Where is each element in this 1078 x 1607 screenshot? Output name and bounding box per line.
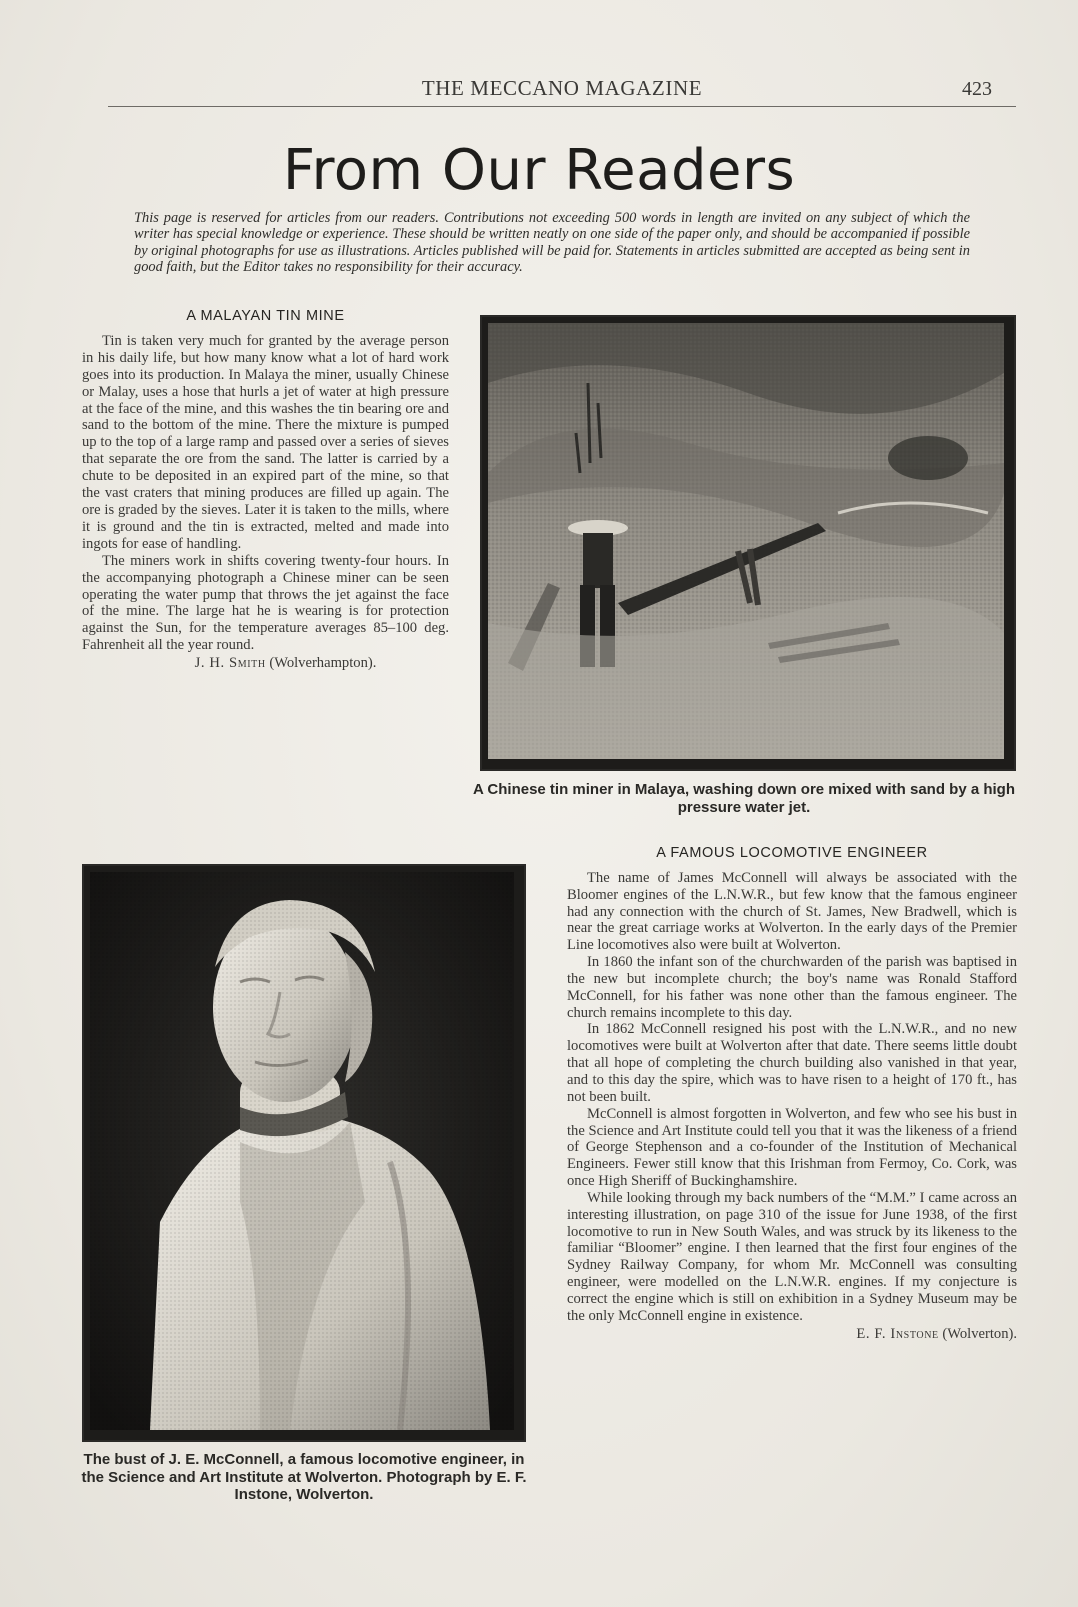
- author-name: E. F. Instone: [856, 1325, 939, 1342]
- article-byline: [567, 1326, 1017, 1343]
- article-heading: A MALAYAN TIN MINE: [186, 308, 345, 324]
- tin-miner-photo: [480, 315, 1016, 771]
- article-paragraph: Tin is taken very much for granted by the average person in his daily life, but how many know what a lot of hard work goes into its production. In Malaya the miner, usually Chinese or Malay, uses a hose that hurls a jet of water at high pressure at the face of the mine, and this washes the tin bearing ore and sand to the bottom of the mine. There the mixture is pumped up to the top of a large ramp and passed over a series of sieves that separate the ore from the sand. The latter is carried by a chute to be deposited in an expired part of the mine, so that the vast craters that mining produces are filled up again. The ore is graded by the sieves. Later it is taken to the mills, where it is ground and the tin is extracted, melted and made into ingots for ease of handling.: [82, 332, 449, 552]
- tin-miner-caption: A Chinese tin miner in Malaya, washing down ore mixed with sand by a high pressure water jet.: [472, 781, 1016, 816]
- article-paragraph: In 1862 McConnell resigned his post with the L.N.W.R., and no new locomotives were built at Wolverton after that date. There seems little doubt that all hope of completing the church building also vanished in that year, and to this day the spire, which was to have risen to a height of 170 ft., has not been built.: [567, 1021, 1017, 1105]
- article-paragraph: The name of James McConnell will always be associated with the Bloomer engines of the L.N.W.R., but few know that the famous engineer had any connection with the church of St. James, New Bradwell, which is near the great carriage works at Wolverton. In the early days of the Premier Line locomotives also were built at Wolverton.: [567, 869, 1017, 954]
- tin-miner-photo-icon: [488, 323, 1004, 759]
- article-byline: [82, 655, 449, 672]
- intro-paragraph: This page is reserved for articles from our readers. Contributions not exceeding 500 words in length are invited on any subject of which the writer has special knowledge or experience. These should be written neatly on one side of the paper only, and should be accompanied if possible by original photographs for use as illustrations. Articles published will be paid for. Statements in articles submitted are accepted as being sent in good faith, but the Editor takes no responsibility for their accuracy.: [134, 210, 970, 276]
- article-malayan-tin-mine: [82, 308, 449, 672]
- bust-photo-icon: [90, 872, 514, 1430]
- article-paragraph: While looking through my back numbers of the “M.M.” I came across an interesting illustration, on page 310 of the issue for June 1938, of the first locomotive to run in New South Wales, and was struck by its likeness to the familiar “Bloomer” engine. I then learned that the first four engines of the Sydney Railway Company, for whom Mr. McConnell was consulting engineer, were modelled on the L.N.W.R. engines. If my conjecture is correct the engine which is still on exhibition in a Sydney Museum may be the only McConnell engine in existence.: [567, 1189, 1017, 1324]
- author-location: (Wolverhampton).: [269, 655, 377, 672]
- page-number: 423: [962, 78, 992, 100]
- author-location: (Wolverton).: [942, 1325, 1017, 1342]
- article-paragraph: McConnell is almost forgotten in Wolverton, and few who see his bust in the Science and Art Institute could tell you that it was the likeness of a friend of George Stephenson and a co-founder of the Institution of Mechanical Engineers. Fewer still know that this Irishman from Fermoy, Co. Cork, was once High Sheriff of Buckinghamshire.: [567, 1105, 1017, 1190]
- mcconnell-bust-photo: [82, 864, 526, 1442]
- running-header: [108, 76, 1016, 107]
- magazine-title: THE MECCANO MAGAZINE: [421, 76, 703, 100]
- page-title: From Our Readers: [282, 138, 796, 203]
- article-paragraph: The miners work in shifts covering twenty-four hours. In the accompanying photograph a Chinese miner can be seen operating the water pump that throws the jet against the face of the mine. The large hat he is wearing is for protection against the Sun, for the temperature averages 85–100 deg. Fahrenheit all the year round.: [82, 552, 449, 654]
- author-name: J. H. Smith: [194, 655, 266, 672]
- article-famous-locomotive-engineer: [567, 845, 1017, 1342]
- article-heading: A FAMOUS LOCOMOTIVE ENGINEER: [656, 845, 928, 861]
- article-paragraph: In 1860 the infant son of the churchwarden of the parish was baptised in the new but incomplete church; the boy's name was Ronald Stafford McConnell, for his father was none other than the famous engineer. The church remains incomplete to this day.: [567, 954, 1017, 1021]
- bust-caption: The bust of J. E. McConnell, a famous locomotive engineer, in the Science and Art Institute at Wolverton. Photograph by E. F. Instone, Wolverton.: [81, 1451, 527, 1503]
